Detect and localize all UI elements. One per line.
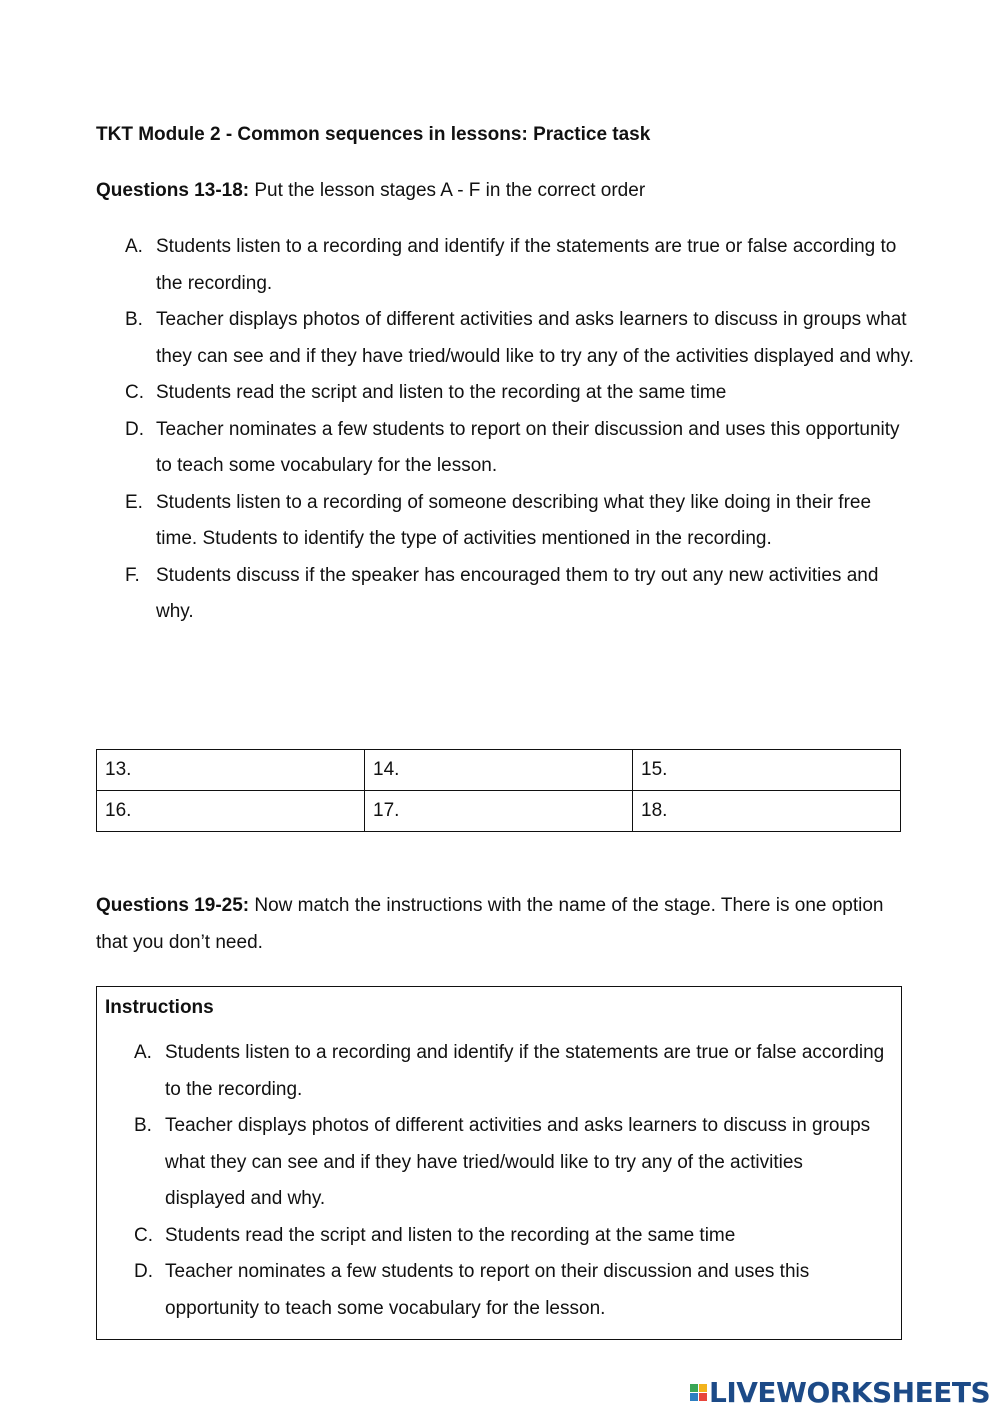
instructions-list (105, 1035, 885, 1327)
item-text: Teacher nominates a few students to report on their discussion and uses this opportunity to teach some vocabulary for the lesson. (165, 1261, 810, 1319)
question-text: Put the lesson stages A - F in the correct order (249, 180, 646, 201)
item-text: Teacher nominates a few students to report on their discussion and uses this opportunity to teach some vocabulary for the lesson. (156, 418, 900, 476)
answer-cell-13[interactable]: 13. (97, 750, 365, 791)
item-letter: A. (125, 236, 143, 257)
question-text: Now match the instructions with the name of the stage. There is one option that you don’t need. (96, 895, 884, 953)
item-letter: C. (125, 382, 144, 403)
answer-table (96, 749, 901, 832)
question-19-25-prompt (96, 888, 896, 961)
item-letter: C. (134, 1224, 153, 1246)
item-letter: D. (125, 418, 144, 440)
list-item (96, 229, 916, 302)
answer-cell-16[interactable]: 16. (97, 791, 365, 832)
item-text: Students listen to a recording and identify if the statements are true or false according to the recording. (165, 1042, 885, 1100)
question-label: Questions 19-25: (96, 895, 250, 916)
liveworksheets-logo-icon (690, 1384, 707, 1401)
answer-cell-18[interactable]: 18. (633, 791, 901, 832)
item-text: Students read the script and listen to the recording at the same time (156, 382, 727, 403)
list-item (96, 558, 916, 631)
list-item (96, 485, 916, 558)
item-letter: D. (134, 1261, 153, 1282)
item-text: Students read the script and listen to the recording at the same time (165, 1224, 736, 1246)
answer-cell-15[interactable]: 15. (633, 750, 901, 791)
answer-cell-14[interactable]: 14. (365, 750, 633, 791)
list-item (96, 302, 916, 375)
table-row (97, 750, 901, 791)
list-item (105, 1254, 885, 1327)
question-13-18-prompt (96, 173, 645, 210)
page-title: TKT Module 2 - Common sequences in lessons: Practice task (96, 124, 651, 145)
answer-cell-17[interactable]: 17. (365, 791, 633, 832)
item-letter: F. (125, 564, 140, 586)
list-item (96, 412, 916, 485)
list-item (96, 375, 916, 412)
list-item (105, 1218, 885, 1255)
instructions-heading: Instructions (105, 997, 214, 1018)
list-item (105, 1035, 885, 1108)
item-text: Students listen to a recording and identify if the statements are true or false according to the recording. (156, 236, 897, 294)
logo-square (699, 1393, 707, 1401)
logo-square (690, 1384, 698, 1392)
instructions-box (96, 986, 902, 1340)
lesson-stage-list (96, 229, 916, 631)
item-text: Students listen to a recording of someone describing what they like doing in their free time. Students to identify the type of activities mentioned in the recording. (156, 491, 872, 549)
question-label: Questions 13-18: (96, 180, 250, 201)
item-text: Teacher displays photos of different activities and asks learners to discuss in groups what they can see and if they have tried/would like to try any of the activities displayed and why. (156, 309, 914, 367)
logo-square (690, 1393, 698, 1401)
list-item (105, 1108, 885, 1218)
liveworksheets-brand[interactable] (690, 1374, 990, 1410)
item-text: Teacher displays photos of different activities and asks learners to discuss in groups what they can see and if they have tried/would like to try any of the activities displayed and why. (165, 1115, 871, 1209)
item-text: Students discuss if the speaker has encouraged them to try out any new activities and why. (156, 564, 879, 622)
logo-square (699, 1384, 707, 1392)
brand-text: LIVEWORKSHEETS (709, 1375, 991, 1409)
item-letter: B. (134, 1115, 152, 1136)
item-letter: B. (125, 309, 143, 330)
item-letter: E. (125, 491, 143, 513)
table-row (97, 791, 901, 832)
item-letter: A. (134, 1042, 152, 1063)
